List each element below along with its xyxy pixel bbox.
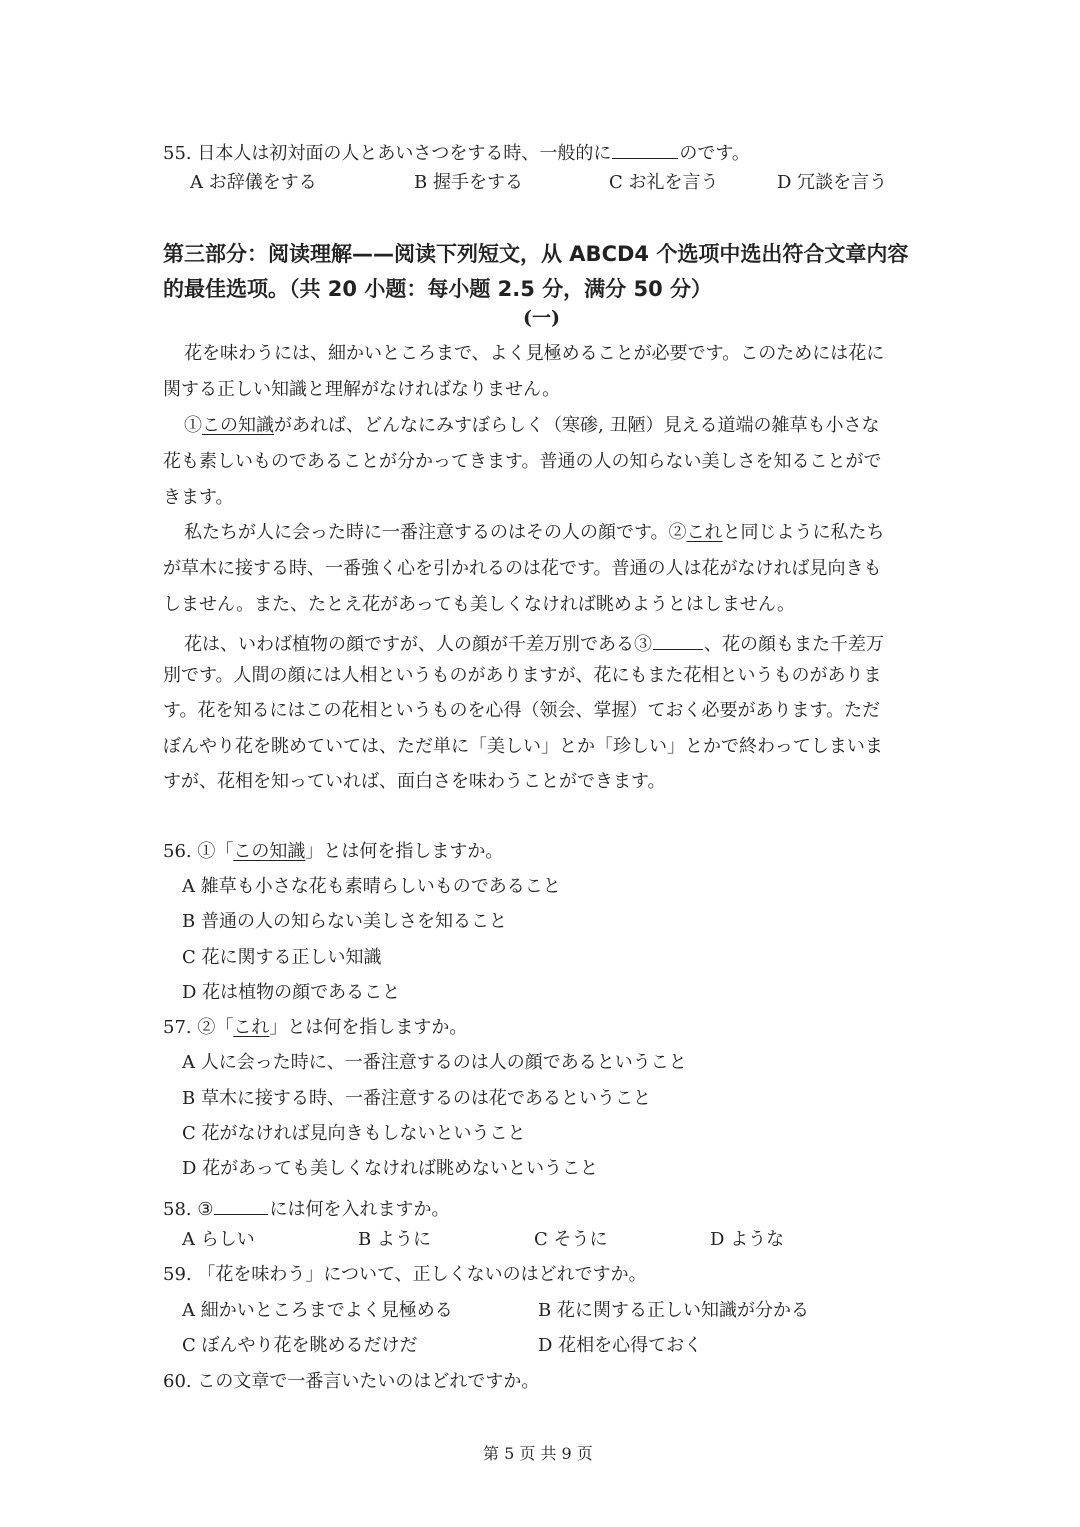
q57-stem-post: 」とは何を指しますか。 bbox=[269, 1017, 468, 1038]
q57-option-d: D 花があっても美しくなければ眺めないということ bbox=[182, 1158, 598, 1179]
q55-stem bbox=[163, 140, 750, 163]
q59-option-c: C ぼんやり花を眺めるだけだ bbox=[182, 1335, 418, 1356]
q56-stem-post: 」とは何を指しますか。 bbox=[305, 841, 504, 862]
q55-option-b: B 握手をする bbox=[414, 172, 523, 193]
passage-p2-line1-rest: があれば、どんなにみすぼらしく（寒碜, 丑陋）見える道端の雑草も小さな bbox=[274, 415, 880, 436]
passage-p1-line1: 花を味わうには、細かいところまで、よく見極めることが必要です。このためには花に bbox=[184, 343, 885, 364]
q56-stem bbox=[163, 843, 503, 861]
section3-heading-line1: 第三部分：阅读理解——阅读下列短文，从 ABCD4 个选项中选出符合文章内容 bbox=[163, 242, 909, 266]
q58-stem bbox=[163, 1196, 449, 1219]
q56-option-c: C 花に関する正しい知識 bbox=[182, 947, 382, 968]
q56-option-b: B 普通の人の知らない美しさを知ること bbox=[182, 911, 507, 932]
passage-p4-line1 bbox=[184, 631, 884, 654]
q59-option-b: B 花に関する正しい知識が分かる bbox=[538, 1300, 809, 1321]
q58-blank bbox=[214, 1196, 268, 1215]
q59-stem: 59. 「花を味わう」について、正しくないのはどれですか。 bbox=[163, 1264, 647, 1285]
q56-stem-pre: 56. ①「 bbox=[163, 841, 234, 862]
page-footer: 第 5 页 共 9 页 bbox=[483, 1444, 593, 1463]
passage-p3-line2: が草木に接する時、一番強く心を引かれるのは花です。普通の人は花がなければ見向きも bbox=[163, 558, 882, 579]
q57-option-c: C 花がなければ見向きもしないということ bbox=[182, 1123, 526, 1144]
passage-p2-line2: 花も素しいものであることが分かってきます。普通の人の知らない美しさを知ることがで bbox=[163, 451, 882, 472]
passage-p3-line3: しません。また、たとえ花があっても美しくなければ眺めようとはしません。 bbox=[163, 594, 795, 615]
q59-option-d: D 花相を心得ておく bbox=[538, 1335, 703, 1356]
q55-option-c: C お礼を言う bbox=[609, 172, 719, 193]
section3-heading-line2: 的最佳选项。（共 20 小题：每小题 2.5 分，满分 50 分） bbox=[163, 277, 713, 301]
q58-stem-post: には何を入れますか。 bbox=[269, 1199, 450, 1220]
q59-option-a: A 細かいところまでよく見極める bbox=[182, 1300, 453, 1321]
passage-p4-line5: すが、花相を知っていれば、面白さを味わうことができます。 bbox=[163, 771, 666, 792]
q58-stem-pre: 58. ③ bbox=[163, 1199, 214, 1220]
q57-underlined: これ bbox=[233, 1017, 270, 1038]
q56-underlined: この知識 bbox=[233, 841, 306, 862]
passage-p2-line3: きます。 bbox=[163, 487, 234, 508]
passage-p4-line3: す。花を知るにはこの花相というものを心得（领会、掌握）ておく必要があります。ただ bbox=[163, 700, 881, 721]
q57-option-b: B 草木に接する時、一番注意するのは花であるということ bbox=[182, 1088, 651, 1109]
underlined-kore: これ bbox=[686, 522, 723, 543]
passage-p4-line4: ぼんやり花を眺めていては、ただ単に「美しい」とか「珍しい」とかで終わってしまいま bbox=[163, 736, 883, 757]
q57-stem-pre: 57. ②「 bbox=[163, 1017, 234, 1038]
passage-subheading: (一) bbox=[523, 307, 560, 329]
q55-stem-suffix: のです。 bbox=[679, 143, 750, 164]
q58-option-a: A らしい bbox=[182, 1229, 255, 1250]
q58-option-b: B ように bbox=[358, 1229, 431, 1250]
q58-option-c: C そうに bbox=[534, 1229, 608, 1250]
passage-blank-3 bbox=[653, 631, 703, 650]
passage-p1-line2: 関する正しい知識と理解がなければなりません。 bbox=[163, 379, 561, 400]
passage-p4-line1-pre: 花は、いわば植物の顔ですが、人の顔が千差万別である③ bbox=[184, 634, 652, 655]
q57-option-a: A 人に会った時に、一番注意するのは人の顔であるということ bbox=[182, 1052, 687, 1073]
passage-p3-line1-pre: 私たちが人に会った時に一番注意するのはその人の顔です。② bbox=[184, 522, 687, 543]
passage-p4-line1-rest: 、花の顔もまた千差万 bbox=[704, 634, 884, 655]
q55-option-a: A お辞儀をする bbox=[190, 172, 317, 193]
passage-p2-line1 bbox=[184, 417, 879, 435]
passage-p3-line1 bbox=[184, 524, 885, 542]
passage-p3-line1-rest: と同じように私たち bbox=[722, 522, 885, 543]
q55-option-d: D 冗談を言う bbox=[777, 172, 888, 193]
q55-stem-prefix: 55. 日本人は初対面の人とあいさつをする時、一般的に bbox=[163, 143, 612, 164]
underlined-kono-chishiki: この知識 bbox=[202, 415, 274, 436]
q56-option-a: A 雑草も小さな花も素晴らしいものであること bbox=[182, 876, 561, 897]
q58-option-d: D ような bbox=[710, 1229, 785, 1250]
q56-option-d: D 花は植物の顔であること bbox=[182, 982, 401, 1003]
q60-stem: 60. この文章で一番言いたいのはどれですか。 bbox=[163, 1371, 540, 1392]
q57-stem bbox=[163, 1019, 467, 1037]
passage-p4-line2: 別です。人間の顔には人相というものがありますが、花にもまた花相というものがありま bbox=[163, 665, 882, 686]
q55-blank bbox=[612, 140, 678, 159]
marker-1: ① bbox=[184, 415, 202, 436]
